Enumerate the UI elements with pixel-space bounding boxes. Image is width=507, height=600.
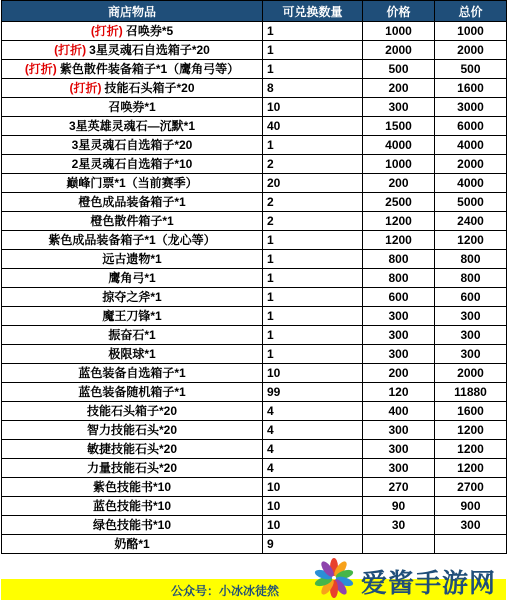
total-cell: 300 <box>435 345 507 364</box>
table-row <box>2 307 507 326</box>
total-cell: 1600 <box>435 79 507 98</box>
price-cell: 270 <box>363 478 435 497</box>
item-name: 极限球*1 <box>108 346 156 361</box>
qty-cell: 99 <box>263 383 363 402</box>
table-row <box>2 269 507 288</box>
item-name: 魔王刀锋*1 <box>102 308 162 323</box>
item-name: 3星灵魂石自选箱子*20 <box>71 137 193 152</box>
item-name-cell <box>2 212 263 231</box>
header-qty: 可兑换数量 <box>263 1 363 22</box>
price-cell: 300 <box>363 459 435 478</box>
total-cell: 300 <box>435 326 507 345</box>
qty-cell: 1 <box>263 288 363 307</box>
table-row <box>2 478 507 497</box>
item-name: 鹰角弓*1 <box>108 270 156 285</box>
total-cell: 4000 <box>435 136 507 155</box>
qty-cell: 8 <box>263 79 363 98</box>
price-cell: 120 <box>363 383 435 402</box>
item-name-cell <box>2 497 263 516</box>
item-name-cell <box>2 79 263 98</box>
price-cell: 1200 <box>363 212 435 231</box>
qty-cell: 2 <box>263 193 363 212</box>
total-cell: 2400 <box>435 212 507 231</box>
price-cell: 800 <box>363 250 435 269</box>
item-name-cell <box>2 22 263 41</box>
price-cell: 1000 <box>363 22 435 41</box>
item-name: 智力技能石头*20 <box>86 422 178 437</box>
header-item: 商店物品 <box>2 1 263 22</box>
item-name: 召唤券*5 <box>125 23 174 38</box>
total-cell: 6000 <box>435 117 507 136</box>
item-name-cell <box>2 174 263 193</box>
price-cell: 300 <box>363 98 435 117</box>
table-row <box>2 155 507 174</box>
table-row <box>2 117 507 136</box>
table-row <box>2 516 507 535</box>
total-cell: 2700 <box>435 478 507 497</box>
item-name: 紫色散件装备箱子*1（鹰角弓等） <box>59 61 240 76</box>
item-name-cell <box>2 60 263 79</box>
item-name: 技能石头箱子*20 <box>104 80 195 95</box>
price-cell: 800 <box>363 269 435 288</box>
item-name-cell <box>2 535 263 554</box>
price-cell: 2000 <box>363 41 435 60</box>
qty-cell: 1 <box>263 136 363 155</box>
item-name: 蓝色装备自选箱子*1 <box>78 365 186 380</box>
table-row <box>2 136 507 155</box>
item-name: 蓝色装备随机箱子*1 <box>78 384 186 399</box>
price-cell: 300 <box>363 345 435 364</box>
total-cell: 1200 <box>435 459 507 478</box>
qty-cell: 4 <box>263 402 363 421</box>
item-name-cell <box>2 269 263 288</box>
item-name-cell <box>2 41 263 60</box>
total-cell: 800 <box>435 250 507 269</box>
qty-cell: 1 <box>263 269 363 288</box>
table-row <box>2 345 507 364</box>
qty-cell: 1 <box>263 60 363 79</box>
total-cell <box>435 535 507 554</box>
price-cell: 500 <box>363 60 435 79</box>
item-name-cell <box>2 345 263 364</box>
item-name: 橙色成品装备箱子*1 <box>78 194 186 209</box>
total-cell: 900 <box>435 497 507 516</box>
total-cell: 2000 <box>435 364 507 383</box>
price-cell: 200 <box>363 174 435 193</box>
item-name-cell <box>2 155 263 174</box>
qty-cell: 10 <box>263 364 363 383</box>
table-row <box>2 231 507 250</box>
table-row <box>2 459 507 478</box>
total-cell: 4000 <box>435 174 507 193</box>
watermark-logo <box>309 557 499 599</box>
price-cell <box>363 535 435 554</box>
total-cell: 1200 <box>435 440 507 459</box>
qty-cell: 2 <box>263 212 363 231</box>
price-cell: 1200 <box>363 231 435 250</box>
price-cell: 4000 <box>363 136 435 155</box>
qty-cell: 1 <box>263 345 363 364</box>
item-name: 力量技能石头*20 <box>86 460 178 475</box>
table-row <box>2 402 507 421</box>
table-row <box>2 174 507 193</box>
qty-cell: 1 <box>263 231 363 250</box>
table-row <box>2 364 507 383</box>
total-cell: 3000 <box>435 98 507 117</box>
total-cell: 1600 <box>435 402 507 421</box>
table-row <box>2 421 507 440</box>
price-cell: 200 <box>363 364 435 383</box>
qty-cell: 1 <box>263 326 363 345</box>
total-cell: 600 <box>435 288 507 307</box>
item-name: 蓝色技能书*10 <box>92 498 172 513</box>
qty-cell: 1 <box>263 41 363 60</box>
shop-table <box>1 0 507 554</box>
total-cell: 500 <box>435 60 507 79</box>
item-name-cell <box>2 136 263 155</box>
qty-cell: 10 <box>263 98 363 117</box>
total-cell: 11880 <box>435 383 507 402</box>
qty-cell: 10 <box>263 497 363 516</box>
total-cell: 1200 <box>435 421 507 440</box>
item-name-cell <box>2 98 263 117</box>
item-name-cell <box>2 440 263 459</box>
table-row <box>2 41 507 60</box>
item-name: 绿色技能书*10 <box>92 517 172 532</box>
item-name-cell <box>2 193 263 212</box>
total-cell: 800 <box>435 269 507 288</box>
item-name: 2星灵魂石自选箱子*10 <box>71 156 193 171</box>
price-cell: 300 <box>363 326 435 345</box>
table-row <box>2 535 507 554</box>
item-name: 紫色成品装备箱子*1（龙心等） <box>48 232 216 247</box>
total-cell: 300 <box>435 516 507 535</box>
table-row <box>2 497 507 516</box>
item-name-cell <box>2 478 263 497</box>
price-cell: 200 <box>363 79 435 98</box>
watermark-text: 爱酱手游网 <box>361 568 497 598</box>
total-cell: 2000 <box>435 41 507 60</box>
table-row <box>2 440 507 459</box>
price-cell: 2500 <box>363 193 435 212</box>
table-row <box>2 60 507 79</box>
qty-cell: 10 <box>263 478 363 497</box>
discount-tag: (打折) <box>54 42 87 57</box>
qty-cell: 9 <box>263 535 363 554</box>
item-name: 召唤券*1 <box>108 99 156 114</box>
item-name-cell <box>2 421 263 440</box>
discount-tag: (打折) <box>90 23 123 38</box>
qty-cell: 1 <box>263 22 363 41</box>
table-row <box>2 79 507 98</box>
total-cell: 1200 <box>435 231 507 250</box>
table-header-row <box>2 1 507 22</box>
item-name-cell <box>2 402 263 421</box>
total-cell: 5000 <box>435 193 507 212</box>
discount-tag: (打折) <box>69 80 102 95</box>
qty-cell: 1 <box>263 307 363 326</box>
qty-cell: 4 <box>263 421 363 440</box>
total-cell: 300 <box>435 307 507 326</box>
item-name: 橙色散件箱子*1 <box>90 213 174 228</box>
qty-cell: 10 <box>263 516 363 535</box>
item-name: 巅峰门票*1（当前赛季） <box>66 175 198 190</box>
table-row <box>2 383 507 402</box>
qty-cell: 2 <box>263 155 363 174</box>
qty-cell: 20 <box>263 174 363 193</box>
item-name: 远古遗物*1 <box>102 251 162 266</box>
price-cell: 1500 <box>363 117 435 136</box>
item-name-cell <box>2 364 263 383</box>
item-name: 技能石头箱子*20 <box>86 403 178 418</box>
item-name-cell <box>2 307 263 326</box>
item-name-cell <box>2 459 263 478</box>
table-row <box>2 98 507 117</box>
item-name: 敏捷技能石头*20 <box>86 441 178 456</box>
item-name: 振奋石*1 <box>108 327 156 342</box>
table-row <box>2 193 507 212</box>
item-name-cell <box>2 326 263 345</box>
price-cell: 300 <box>363 440 435 459</box>
item-name: 奶酪*1 <box>114 536 150 551</box>
item-name-cell <box>2 250 263 269</box>
item-name: 紫色技能书*10 <box>92 479 172 494</box>
price-cell: 1000 <box>363 155 435 174</box>
table-row <box>2 212 507 231</box>
price-cell: 600 <box>363 288 435 307</box>
table-row <box>2 326 507 345</box>
qty-cell: 1 <box>263 250 363 269</box>
total-cell: 1000 <box>435 22 507 41</box>
table-row <box>2 22 507 41</box>
item-name: 3星灵魂石自选箱子*20 <box>89 42 210 57</box>
table-row <box>2 250 507 269</box>
qty-cell: 4 <box>263 459 363 478</box>
item-name-cell <box>2 117 263 136</box>
price-cell: 400 <box>363 402 435 421</box>
price-cell: 90 <box>363 497 435 516</box>
qty-cell: 4 <box>263 440 363 459</box>
footer-text: 公众号：小冰冰徒然 <box>171 584 280 598</box>
item-name-cell <box>2 383 263 402</box>
item-name-cell <box>2 516 263 535</box>
item-name: 3星英雄灵魂石—沉默*1 <box>68 118 196 133</box>
table-row <box>2 288 507 307</box>
price-cell: 30 <box>363 516 435 535</box>
item-name: 掠夺之斧*1 <box>102 289 162 304</box>
total-cell: 2000 <box>435 155 507 174</box>
discount-tag: (打折) <box>24 61 57 76</box>
header-total: 总价 <box>435 1 507 22</box>
price-cell: 300 <box>363 421 435 440</box>
price-cell: 300 <box>363 307 435 326</box>
qty-cell: 40 <box>263 117 363 136</box>
flower-logo-icon <box>311 557 357 599</box>
item-name-cell <box>2 231 263 250</box>
header-price: 价格 <box>363 1 435 22</box>
item-name-cell <box>2 288 263 307</box>
